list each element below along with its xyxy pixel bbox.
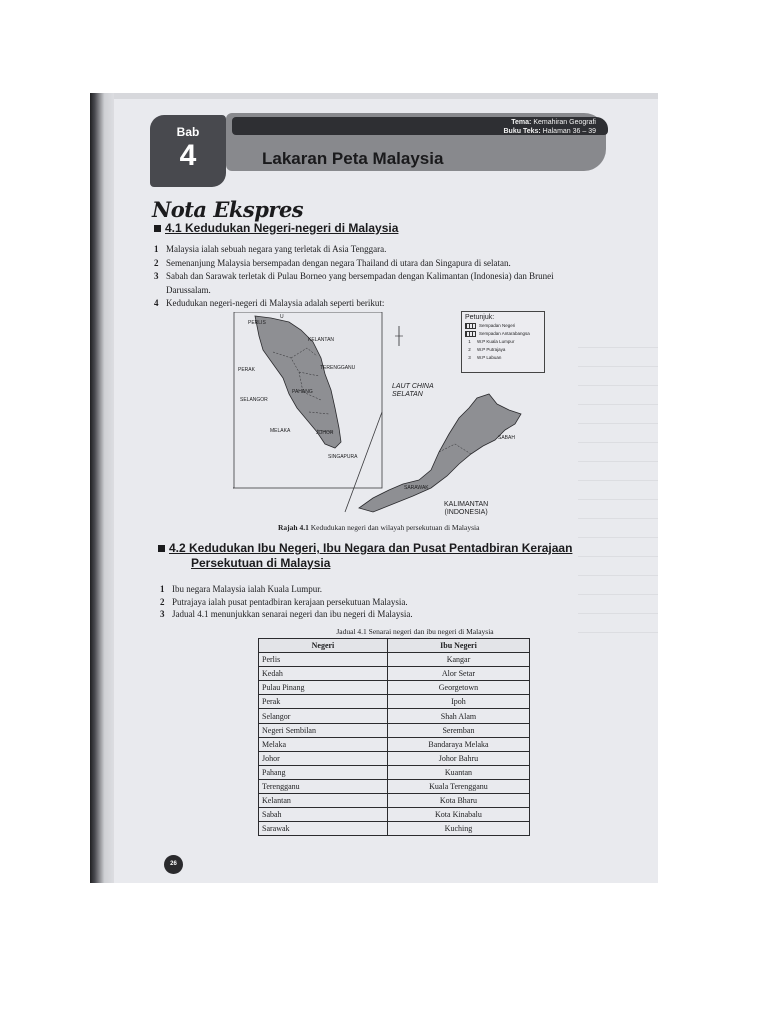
capital-cell: Bandaraya Melaka (387, 737, 529, 751)
map-label-perlis: PERLIS (248, 320, 266, 326)
state-cell: Selangor (259, 709, 388, 723)
map-label-sarawak: SARAWAK (404, 485, 429, 491)
table-row (259, 667, 530, 681)
map-label-terengganu: TERENGGANU (320, 365, 356, 371)
legend-row: 3 W.P Labuan (468, 355, 502, 360)
list-item: 1 Malaysia ialah sebuah negara yang terletak di Asia Tenggara. (154, 244, 387, 254)
buku-value: Halaman 36 – 39 (542, 128, 596, 135)
section-4-1-title: 4.1 Kedudukan Negeri-negeri di Malaysia (165, 221, 399, 235)
list-item: 2 Putrajaya ialah pusat pentadbiran kerajaan persekutuan Malaysia. (160, 596, 408, 607)
state-cell: Pulau Pinang (259, 681, 388, 695)
book-spine (90, 93, 114, 883)
table-row (259, 695, 530, 709)
section-4-2-heading (158, 541, 572, 555)
theme-bar (232, 117, 608, 135)
tema-label: Tema: (511, 119, 532, 126)
map-label-johor: JOHOR (316, 430, 334, 436)
map-caption: Rajah 4.1 Kedudukan negeri dan wilayah persekutuan di Malaysia (278, 523, 480, 532)
state-cell: Johor (259, 751, 388, 765)
table-row (259, 709, 530, 723)
table-row (259, 751, 530, 765)
map-legend (461, 311, 545, 373)
capital-cell: Kuala Terengganu (387, 779, 529, 793)
table-row (259, 808, 530, 822)
state-cell: Kelantan (259, 794, 388, 808)
kalimantan-label: KALIMANTAN (INDONESIA) (444, 501, 489, 516)
table-row (259, 681, 530, 695)
map-label-singapura: SINGAPURA (328, 454, 358, 460)
capital-cell: Kuantan (387, 765, 529, 779)
list-item: 2 Semenanjung Malaysia bersempadan dengan negara Thailand di utara dan Singapura di selatan. (154, 257, 511, 268)
capital-cell: Johor Bahru (387, 751, 529, 765)
legend-row: Sempadan Negeri (465, 322, 541, 329)
table-caption: Jadual 4.1 Senarai negeri dan ibu negeri di Malaysia (336, 627, 494, 636)
list-item: 4 Kedudukan negeri-negeri di Malaysia adalah seperti berikut: (154, 298, 385, 308)
states-capitals-table (258, 638, 530, 836)
chapter-badge (150, 115, 226, 187)
table-row (259, 653, 530, 667)
table-row (259, 723, 530, 737)
section-4-2-list (160, 583, 580, 621)
capital-cell: Kuching (387, 822, 529, 836)
bab-number: 4 (179, 139, 197, 172)
section-4-2-title-line2: Persekutuan di Malaysia (191, 556, 331, 570)
bullet-square-icon (158, 545, 165, 552)
tema-value: Kemahiran Geografi (533, 119, 596, 126)
capital-cell: Kota Kinabalu (387, 808, 529, 822)
theme-info (504, 118, 597, 136)
table-row (259, 794, 530, 808)
bab-label: Bab (176, 125, 200, 139)
map-label-selangor: SELANGOR (240, 397, 268, 403)
state-cell: Sabah (259, 808, 388, 822)
map-label-melaka: MELAKA (270, 428, 291, 434)
state-cell: Pahang (259, 765, 388, 779)
north-label: U (280, 314, 284, 320)
table-body (259, 653, 530, 836)
state-cell: Terengganu (259, 779, 388, 793)
page-number: 26 (164, 855, 183, 874)
legend-row: 1 W.P Kuala Lumpur (468, 339, 515, 344)
column-header-negeri: Negeri (259, 639, 388, 653)
state-cell: Kedah (259, 667, 388, 681)
list-item: 3 Jadual 4.1 menunjukkan senarai negeri dan ibu negeri di Malaysia. (160, 609, 413, 619)
scanned-page (90, 93, 658, 883)
capital-cell: Kota Bharu (387, 794, 529, 808)
state-cell: Perak (259, 695, 388, 709)
table-row (259, 779, 530, 793)
state-cell: Perlis (259, 653, 388, 667)
legend-row: Sempadan Antarabangsa (465, 330, 541, 337)
column-header-ibu-negeri: Ibu Negeri (387, 639, 529, 653)
capital-cell: Kangar (387, 653, 529, 667)
list-item: 3 Sabah dan Sarawak terletak di Pulau Borneo yang bersempadan dengan Kalimantan (Indonesia) dan Brunei Darussalam. (154, 271, 554, 295)
capital-cell: Georgetown (387, 681, 529, 695)
legend-row: 2 W.P Putrajaya (468, 347, 506, 352)
table-header-row (259, 639, 530, 653)
capital-cell: Alor Setar (387, 667, 529, 681)
map-label-kelantan: KELANTAN (308, 337, 335, 343)
sea-label: LAUT CHINA SELATAN (392, 383, 434, 398)
map-label-sabah: SABAH (498, 435, 515, 441)
section-4-2-title-line1: 4.2 Kedudukan Ibu Negeri, Ibu Negara dan Pusat Pentadbiran Kerajaan (169, 541, 573, 555)
section-4-1-list (154, 243, 574, 311)
buku-label: Buku Teks: (503, 128, 541, 135)
capital-cell: Ipoh (387, 695, 529, 709)
map-label-perak: PERAK (238, 367, 255, 373)
map-label-pahang: PAHANG (292, 389, 313, 395)
state-cell: Melaka (259, 737, 388, 751)
table-row (259, 737, 530, 751)
table-row (259, 765, 530, 779)
list-item: 1 Ibu negara Malaysia ialah Kuala Lumpur. (160, 584, 322, 594)
table-row (259, 822, 530, 836)
chapter-title: Lakaran Peta Malaysia (262, 149, 444, 168)
section-4-1-heading (154, 221, 398, 235)
bullet-square-icon (154, 225, 161, 232)
page-sheet (114, 99, 658, 883)
legend-title: Petunjuk: (465, 314, 495, 321)
capital-cell: Seremban (387, 723, 529, 737)
state-cell: Negeri Sembilan (259, 723, 388, 737)
nota-ekspres-heading: Nota Ekspres (152, 197, 304, 222)
capital-cell: Shah Alam (387, 709, 529, 723)
bleed-through-lines (578, 329, 658, 789)
state-cell: Sarawak (259, 822, 388, 836)
